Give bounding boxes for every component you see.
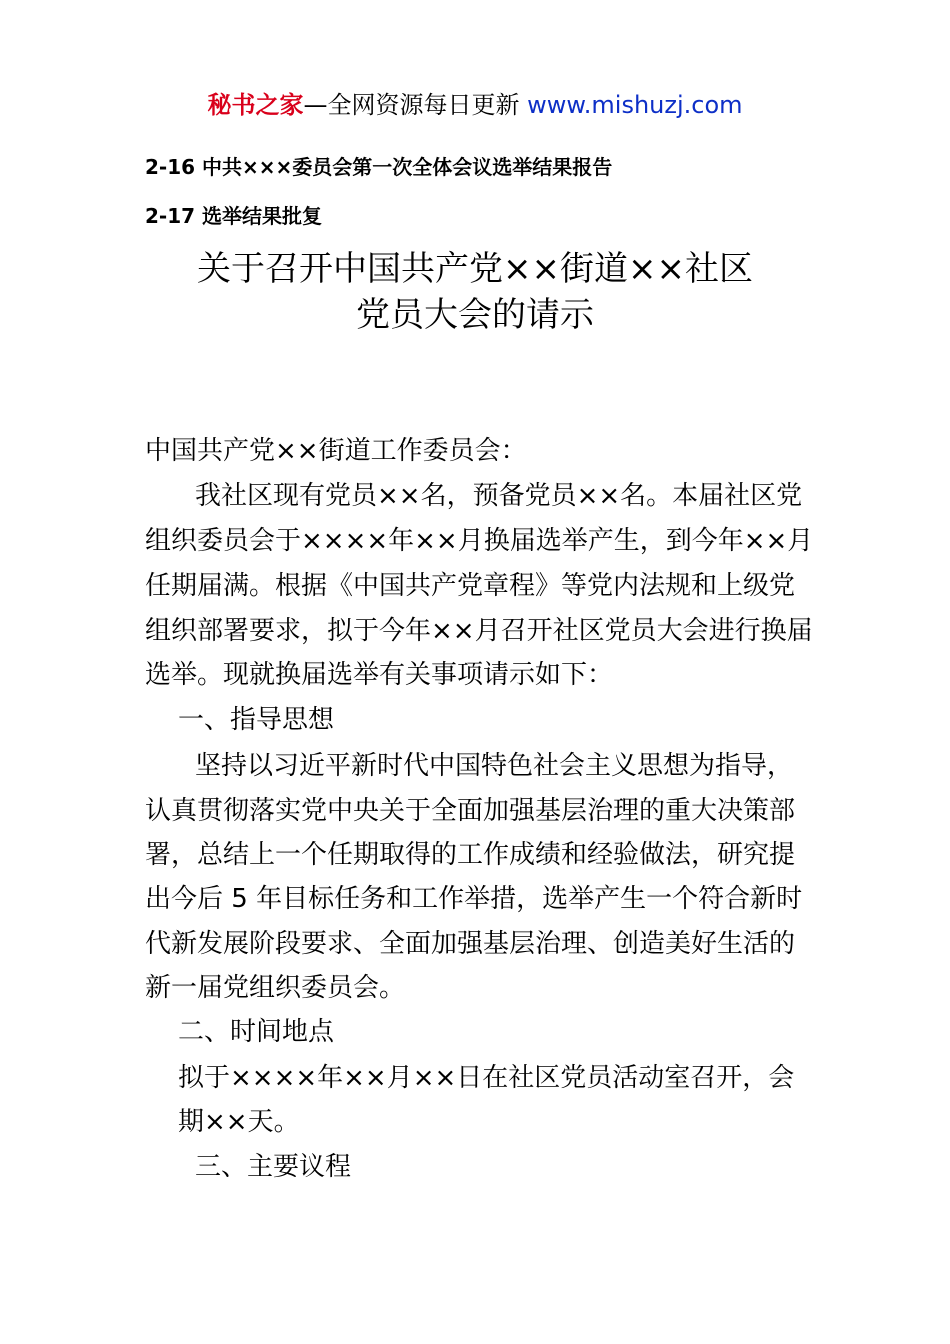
toc-item-2-17: 2-17 选举结果批复: [145, 204, 323, 228]
paragraph-2-line: 署，总结上一个任期取得的工作成绩和经验做法，研究提: [145, 840, 796, 870]
header-tagline: 全网资源每日更新: [327, 91, 528, 119]
paragraph-1-line: 任期届满。根据《中国共产党章程》等党内法规和上级党: [145, 571, 796, 601]
paragraph-2-line: 认真贯彻落实党中央关于全面加强基层治理的重大决策部: [145, 796, 796, 826]
site-header: [0, 88, 950, 122]
paragraph-1-line: 选举。现就换届选举有关事项请示如下：: [145, 660, 614, 690]
toc-item-2-16: 2-16 中共×××委员会第一次全体会议选举结果报告: [145, 155, 613, 179]
paragraph-2-line: 出今后 5 年目标任务和工作举措，选举产生一个符合新时: [145, 884, 803, 914]
site-url-link[interactable]: www.mishuzj.com: [527, 91, 743, 119]
paragraph-3-line: 拟于××××年××月××日在社区党员活动室召开，会: [178, 1063, 795, 1093]
document-title-line-2: 党员大会的请示: [356, 295, 594, 335]
paragraph-2-line: 新一届党组织委员会。: [145, 973, 406, 1003]
header-dash: —: [303, 91, 328, 119]
paragraph-2-line: 代新发展阶段要求、全面加强基层治理、创造美好生活的: [145, 929, 796, 959]
paragraph-1-line: 我社区现有党员××名，预备党员××名。本届社区党: [195, 481, 803, 511]
paragraph-2-line: 坚持以习近平新时代中国特色社会主义思想为指导，: [195, 751, 794, 781]
section-heading-2: 二、时间地点: [178, 1017, 335, 1047]
brand-name: 秘书之家: [207, 91, 304, 119]
document-title-line-1: 关于召开中国共产党××街道××社区: [197, 249, 753, 289]
salutation: 中国共产党××街道工作委员会：: [145, 436, 527, 466]
section-heading-1: 一、指导思想: [178, 705, 335, 735]
paragraph-1-line: 组织部署要求，拟于今年××月召开社区党员大会进行换届: [145, 616, 813, 646]
paragraph-3-line: 期××天。: [178, 1107, 300, 1137]
section-heading-3: 三、主要议程: [195, 1152, 352, 1182]
paragraph-1-line: 组织委员会于××××年××月换届选举产生，到今年××月: [145, 526, 814, 556]
